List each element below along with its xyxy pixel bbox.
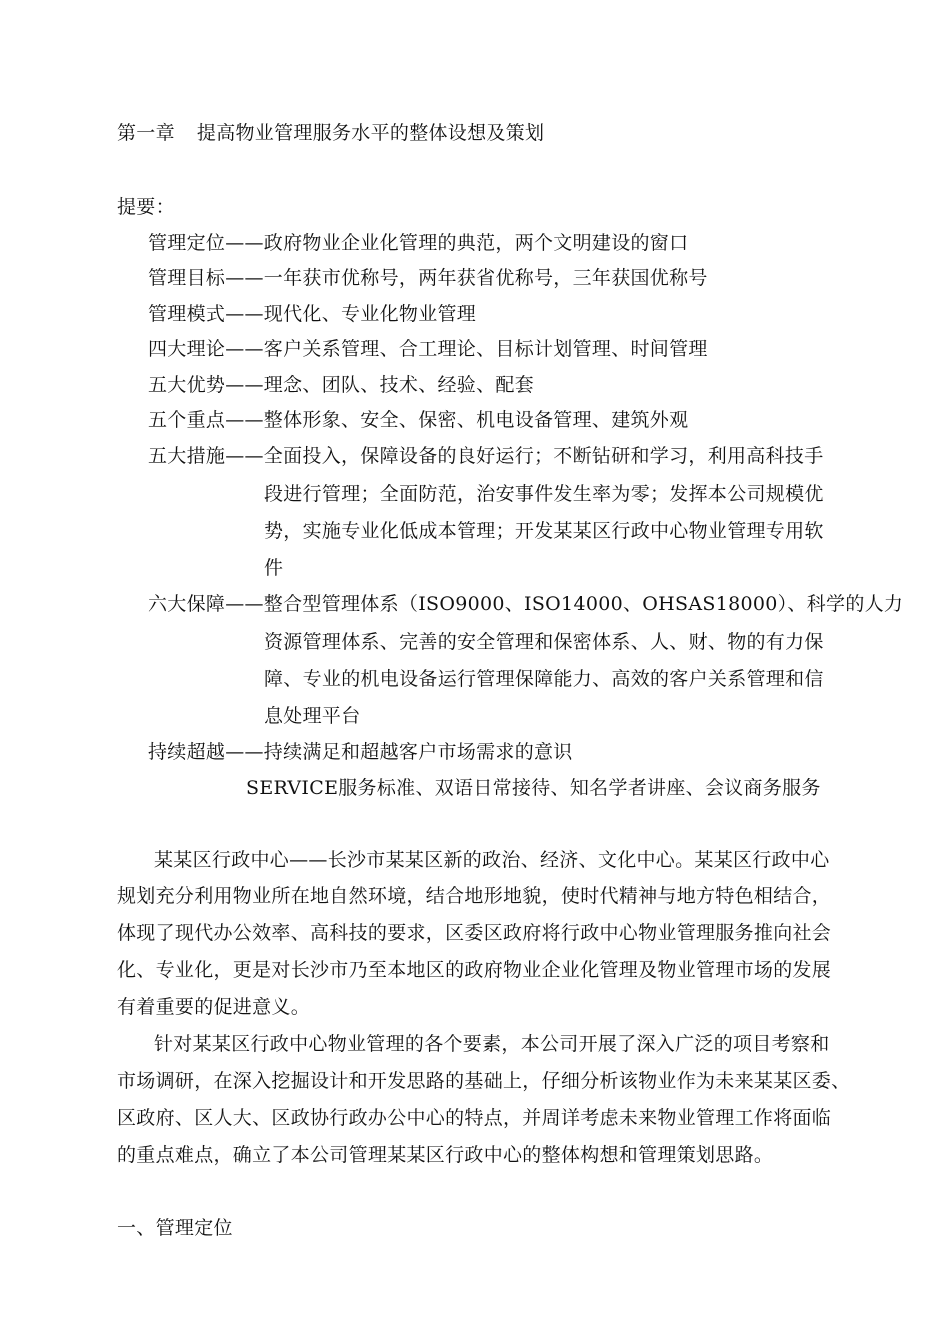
- surpass-line: 持续超越——持续满足和超越客户市场需求的意识: [148, 741, 573, 763]
- service-line: SERVICE服务标准、双语日常接待、知名学者讲座、会议商务服务: [246, 777, 821, 799]
- guarantees-continuation: 息处理平台: [264, 705, 361, 727]
- summary-item: 管理模式——现代化、专业化物业管理: [148, 303, 477, 325]
- measures-continuation: 段进行管理；全面防范，治安事件发生率为零；发挥本公司规模优: [264, 483, 824, 505]
- summary-item: 管理目标——一年获市优称号，两年获省优称号，三年获国优称号: [148, 267, 708, 289]
- body-paragraph-line: 区政府、区人大、区政协行政办公中心的特点，并周详考虑未来物业管理工作将面临: [117, 1107, 832, 1129]
- summary-item: 四大理论——客户关系管理、合工理论、目标计划管理、时间管理: [148, 338, 708, 360]
- summary-item: 管理定位——政府物业企业化管理的典范，两个文明建设的窗口: [148, 232, 689, 254]
- chapter-title: [117, 122, 544, 144]
- summary-item: 五大优势——理念、团队、技术、经验、配套: [148, 374, 535, 396]
- body-paragraph-line: 化、专业化，更是对长沙市乃至本地区的政府物业企业化管理及物业管理市场的发展: [117, 959, 832, 981]
- section-heading: 一、管理定位: [117, 1217, 233, 1239]
- guarantees-line: 六大保障——整合型管理体系（ISO9000、ISO14000、OHSAS18000）、科学的人力: [148, 593, 904, 615]
- chapter-number: 第一章: [117, 122, 175, 144]
- body-paragraph-line: 体现了现代办公效率、高科技的要求，区委区政府将行政中心物业管理服务推向社会: [117, 922, 832, 944]
- chapter-title-text: 提高物业管理服务水平的整体设想及策划: [196, 122, 545, 144]
- body-paragraph-line: 针对某某区行政中心物业管理的各个要素，本公司开展了深入广泛的项目考察和: [154, 1033, 830, 1055]
- body-paragraph-line: 市场调研，在深入挖掘设计和开发思路的基础上，仔细分析该物业作为未来某某区委、: [117, 1070, 851, 1092]
- measures-continuation: 件: [264, 557, 284, 579]
- summary-item: 五个重点——整体形象、安全、保密、机电设备管理、建筑外观: [148, 409, 689, 431]
- guarantees-continuation: 障、专业的机电设备运行管理保障能力、高效的客户关系管理和信: [264, 668, 824, 690]
- guarantees-continuation: 资源管理体系、完善的安全管理和保密体系、人、财、物的有力保: [264, 631, 824, 653]
- measures-line: 五大措施——全面投入，保障设备的良好运行；不断钻研和学习，利用高科技手: [148, 445, 824, 467]
- body-paragraph-line: 的重点难点，确立了本公司管理某某区行政中心的整体构想和管理策划思路。: [117, 1144, 774, 1166]
- measures-continuation: 势，实施专业化低成本管理；开发某某区行政中心物业管理专用软: [264, 520, 824, 542]
- summary-label: 提要：: [117, 196, 175, 218]
- body-paragraph-line: 规划充分利用物业所在地自然环境，结合地形地貌，使时代精神与地方特色相结合，: [117, 885, 832, 907]
- body-paragraph-line: 某某区行政中心——长沙市某某区新的政治、经济、文化中心。某某区行政中心: [154, 849, 830, 871]
- body-paragraph-line: 有着重要的促进意义。: [117, 996, 311, 1018]
